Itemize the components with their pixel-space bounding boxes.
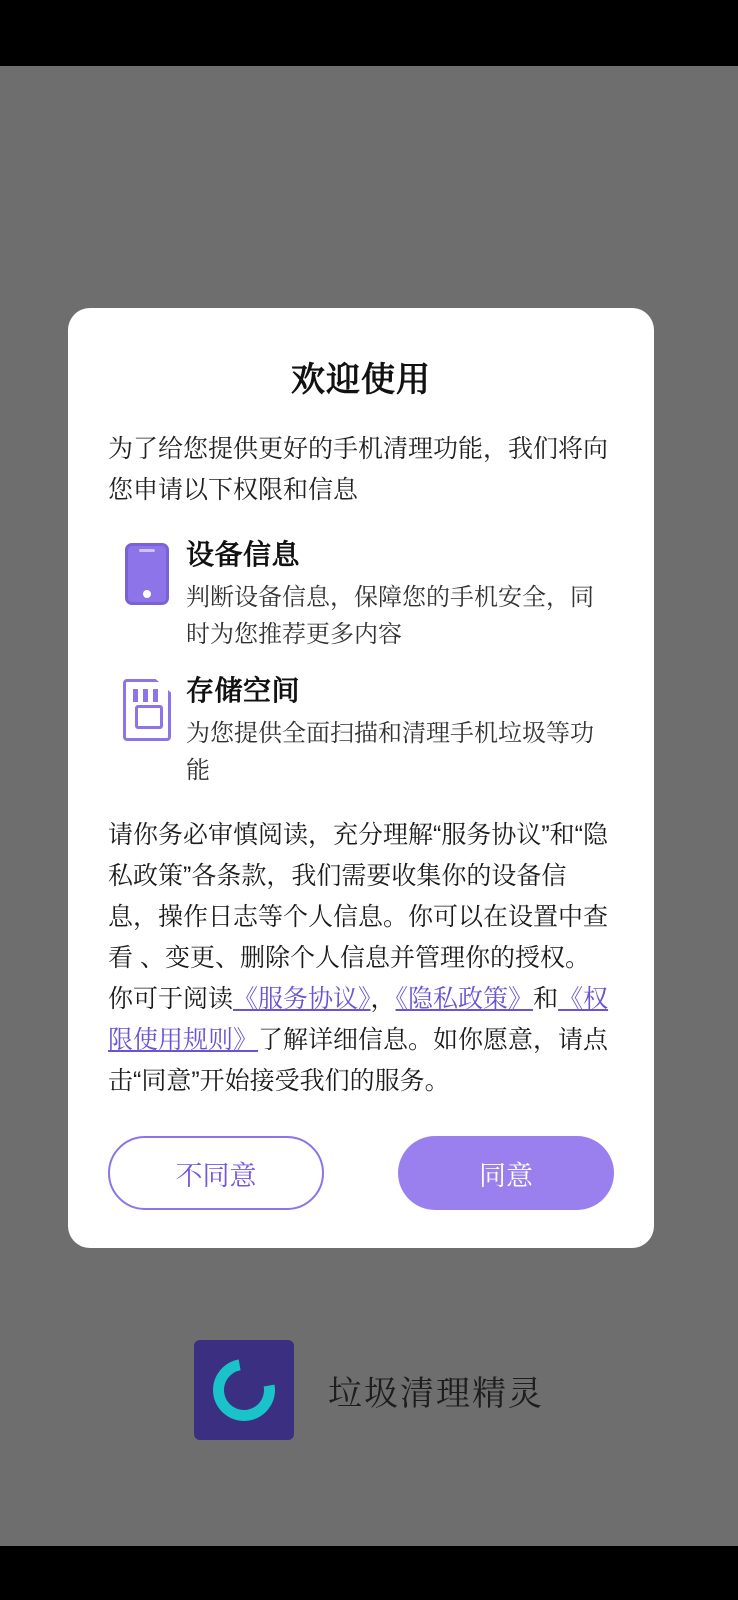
navigation-bar	[0, 1546, 738, 1600]
privacy-policy-link[interactable]: 《隐私政策》	[395, 985, 534, 1013]
app-name-label: 垃圾清理精灵	[328, 1374, 544, 1413]
sd-card-icon	[108, 669, 186, 741]
app-branding	[0, 1340, 738, 1440]
dialog-title: 欢迎使用	[291, 361, 431, 399]
dialog-button-row	[108, 1136, 614, 1210]
permission-storage-desc: 为您提供全面扫描和清理手机垃圾等功能	[186, 720, 594, 784]
legal-paragraph-1: 请你务必审慎阅读，充分理解“服务协议”和“隐私政策”各条款，我们需要收集你的设备信息，操作日志等个人信息。你可以在设置中查看 、变更、删除个人信息并管理你的授权。	[108, 821, 609, 972]
dialog-intro-text: 为了给您提供更好的手机清理功能，我们将向您申请以下权限和信息	[108, 435, 609, 504]
welcome-dialog	[68, 308, 654, 1248]
permission-device-text	[186, 533, 614, 653]
disagree-button[interactable]: 不同意	[108, 1136, 324, 1210]
status-bar	[0, 0, 738, 66]
legal-paragraph-2-suffix: 了解详细信息。如你愿意，请点击“同意”开始接受我们的服务。	[108, 1026, 609, 1095]
permission-list	[108, 533, 614, 789]
permission-item-storage	[108, 669, 614, 789]
legal-sep-2: 和	[533, 985, 559, 1013]
service-agreement-link[interactable]: 《服务协议》	[233, 985, 371, 1013]
agree-button[interactable]: 同意	[398, 1136, 614, 1210]
permission-device-title: 设备信息	[186, 539, 301, 570]
permission-storage-text	[186, 669, 614, 789]
legal-read-prefix: 你可于阅读	[108, 985, 234, 1013]
permission-storage-title: 存储空间	[186, 675, 301, 706]
permission-rules-link[interactable]: 《权限使用规则》	[108, 985, 609, 1054]
legal-sep-1: ，	[370, 985, 396, 1013]
legal-text	[108, 815, 614, 1102]
permission-device-desc: 判断设备信息，保障您的手机安全，同时为您推荐更多内容	[186, 584, 594, 648]
phone-icon	[108, 533, 186, 605]
clean-ring-icon	[194, 1340, 294, 1440]
permission-item-device	[108, 533, 614, 653]
